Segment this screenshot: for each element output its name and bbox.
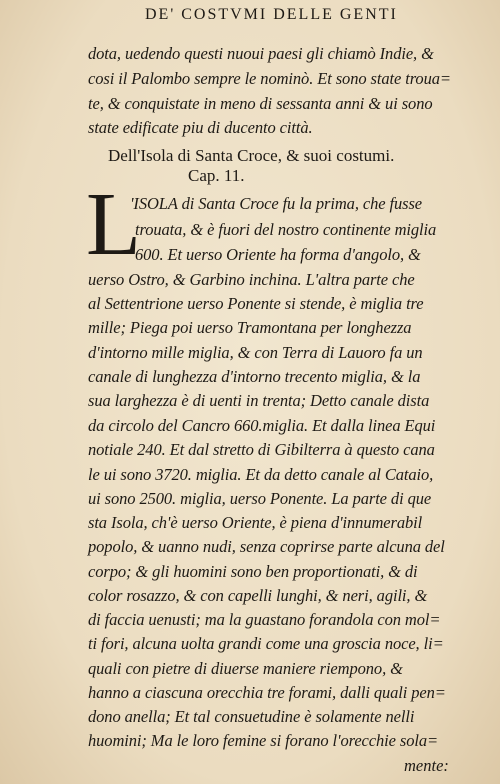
body-line: ui sono 2500. miglia, uerso Ponente. La parte di que	[88, 489, 432, 508]
intro-line: dota, uedendo questi nuoui paesi gli chiamò Indie, &	[88, 44, 434, 63]
body-line: notiale 240. Et dal stretto di Gibilterra à questo cana	[88, 440, 435, 459]
body-line: canale di lunghezza d'intorno trecento miglia, & la	[88, 367, 421, 386]
intro-line: state edificate piu di ducento città.	[88, 118, 313, 137]
chapter-title: Dell'Isola di Santa Croce, & suoi costumi.	[108, 146, 395, 165]
body-line: 600. Et uerso Oriente ha forma d'angolo, &	[135, 245, 421, 264]
body-line: corpo; & gli huomini sono ben proportionati, & di	[88, 562, 418, 581]
running-header: DE' COSTVMI DELLE GENTI	[145, 6, 398, 23]
body-line: popolo, & uanno nudi, senza coprirse parte alcuna del	[88, 537, 445, 556]
intro-line: te, & conquistate in meno di sessanta anni & ui sono	[88, 94, 433, 113]
body-line: sta Isola, ch'è uerso Oriente, è piena d'innumerabil	[88, 513, 423, 532]
body-line: le ui sono 3720. miglia. Et da detto canale al Cataio,	[88, 465, 434, 484]
drop-cap-initial: L	[86, 175, 141, 274]
body-line: al Settentrione uerso Ponente si stende, è miglia tre	[88, 294, 424, 313]
first-line-rest: 'ISOLA di Santa Croce fu la prima, che fusse	[130, 194, 422, 213]
body-line: di faccia uenusti; ma la guastano forandola con mol=	[88, 610, 441, 629]
chapter-number: Cap. 11.	[188, 166, 245, 185]
body-line: da circolo del Cancro 660.miglia. Et dalla linea Equi	[88, 416, 436, 435]
body-line: color rosazzo, & con capelli lunghi, & neri, agili, &	[88, 586, 428, 605]
body-line: quali con pietre di diuerse maniere riempono, &	[88, 659, 403, 678]
body-line: trouata, & è fuori del nostro continente miglia	[135, 220, 437, 239]
body-line: d'intorno mille miglia, & con Terra di Lauoro fa un	[88, 343, 423, 362]
body-line: uerso Ostro, & Garbino inchina. L'altra parte che	[88, 270, 415, 289]
body-line: sua larghezza è di uenti in trenta; Detto canale dista	[88, 391, 430, 410]
catchword: mente:	[404, 756, 449, 775]
body-line: mille; Piega poi uerso Tramontana per longhezza	[88, 318, 412, 337]
body-line: ti fori, alcuna uolta grandi come una groscia noce, li=	[88, 634, 444, 653]
body-line: dono anella; Et tal consuetudine è solamente nelli	[88, 707, 415, 726]
body-line: hanno a ciascuna orecchia tre forami, dalli quali pen=	[88, 683, 446, 702]
body-line: huomini; Ma le loro femine si forano l'orecchie sola=	[88, 731, 439, 750]
intro-line: cosi il Palombo sempre le nominò. Et sono state troua=	[88, 69, 451, 88]
